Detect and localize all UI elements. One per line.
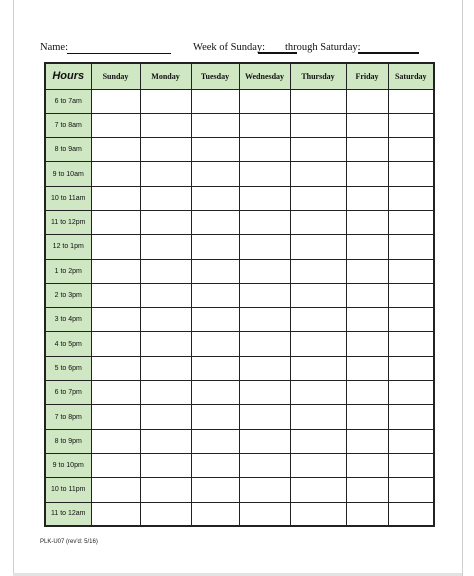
table-row [45, 283, 434, 307]
table-row [45, 502, 434, 526]
table-row [45, 162, 434, 186]
schedule-cell-thursday[interactable] [290, 162, 346, 186]
table-row [45, 478, 434, 502]
schedule-cell-saturday[interactable] [388, 332, 434, 356]
schedule-cell-wednesday[interactable] [239, 186, 290, 210]
schedule-cell-monday[interactable] [140, 308, 191, 332]
schedule-cell-monday[interactable] [140, 429, 191, 453]
through-saturday-blank-line [358, 52, 419, 54]
schedule-cell-monday[interactable] [140, 381, 191, 405]
schedule-cell-saturday[interactable] [388, 283, 434, 307]
form-header [40, 42, 460, 58]
schedule-cell-monday[interactable] [140, 478, 191, 502]
schedule-cell-wednesday[interactable] [239, 405, 290, 429]
schedule-cell-tuesday[interactable] [191, 113, 239, 137]
schedule-cell-monday[interactable] [140, 259, 191, 283]
schedule-cell-saturday[interactable] [388, 162, 434, 186]
name-blank-line [67, 53, 171, 54]
schedule-cell-friday[interactable] [346, 478, 388, 502]
schedule-cell-friday[interactable] [346, 113, 388, 137]
schedule-cell-sunday[interactable] [91, 283, 140, 307]
time-slot-label: 3 to 4pm [45, 308, 91, 332]
schedule-cell-monday[interactable] [140, 332, 191, 356]
schedule-cell-sunday[interactable] [91, 259, 140, 283]
table-row [45, 235, 434, 259]
day-header-tuesday: Tuesday [191, 63, 239, 89]
schedule-cell-saturday[interactable] [388, 381, 434, 405]
table-row [45, 89, 434, 113]
schedule-cell-sunday[interactable] [91, 429, 140, 453]
day-header-thursday: Thursday [290, 63, 346, 89]
schedule-cell-wednesday[interactable] [239, 381, 290, 405]
through-saturday-label: through Saturday: [285, 42, 361, 53]
hours-header: Hours [45, 63, 91, 89]
schedule-cell-wednesday[interactable] [239, 210, 290, 234]
schedule-cell-friday[interactable] [346, 259, 388, 283]
schedule-cell-sunday[interactable] [91, 89, 140, 113]
schedule-cell-thursday[interactable] [290, 259, 346, 283]
schedule-cell-monday[interactable] [140, 283, 191, 307]
schedule-cell-saturday[interactable] [388, 429, 434, 453]
schedule-cell-wednesday[interactable] [239, 453, 290, 477]
schedule-cell-friday[interactable] [346, 502, 388, 526]
time-slot-label: 8 to 9am [45, 138, 91, 162]
schedule-cell-wednesday[interactable] [239, 429, 290, 453]
time-slot-label: 5 to 6pm [45, 356, 91, 380]
schedule-cell-friday[interactable] [346, 356, 388, 380]
schedule-cell-wednesday[interactable] [239, 259, 290, 283]
time-slot-label: 4 to 5pm [45, 332, 91, 356]
schedule-cell-thursday[interactable] [290, 138, 346, 162]
schedule-cell-friday[interactable] [346, 308, 388, 332]
table-row [45, 381, 434, 405]
schedule-cell-tuesday[interactable] [191, 235, 239, 259]
schedule-cell-monday[interactable] [140, 210, 191, 234]
schedule-cell-sunday[interactable] [91, 186, 140, 210]
schedule-cell-saturday[interactable] [388, 235, 434, 259]
schedule-cell-thursday[interactable] [290, 308, 346, 332]
schedule-cell-wednesday[interactable] [239, 138, 290, 162]
schedule-cell-saturday[interactable] [388, 89, 434, 113]
schedule-cell-saturday[interactable] [388, 502, 434, 526]
schedule-cell-tuesday[interactable] [191, 478, 239, 502]
schedule-cell-tuesday[interactable] [191, 453, 239, 477]
time-slot-label: 6 to 7pm [45, 381, 91, 405]
schedule-cell-sunday[interactable] [91, 210, 140, 234]
schedule-cell-tuesday[interactable] [191, 381, 239, 405]
schedule-cell-sunday[interactable] [91, 381, 140, 405]
time-slot-label: 10 to 11am [45, 186, 91, 210]
schedule-cell-sunday[interactable] [91, 356, 140, 380]
time-slot-label: 10 to 11pm [45, 478, 91, 502]
schedule-cell-wednesday[interactable] [239, 113, 290, 137]
schedule-cell-friday[interactable] [346, 405, 388, 429]
schedule-cell-sunday[interactable] [91, 308, 140, 332]
schedule-cell-monday[interactable] [140, 186, 191, 210]
schedule-cell-tuesday[interactable] [191, 162, 239, 186]
schedule-cell-friday[interactable] [346, 283, 388, 307]
schedule-cell-tuesday[interactable] [191, 210, 239, 234]
schedule-cell-tuesday[interactable] [191, 356, 239, 380]
table-row [45, 308, 434, 332]
day-header-wednesday: Wednesday [239, 63, 290, 89]
schedule-cell-friday[interactable] [346, 186, 388, 210]
table-row [45, 138, 434, 162]
weekly-schedule-table [44, 62, 435, 527]
schedule-cell-thursday[interactable] [290, 89, 346, 113]
table-row [45, 405, 434, 429]
table-row [45, 332, 434, 356]
schedule-cell-friday[interactable] [346, 138, 388, 162]
schedule-cell-thursday[interactable] [290, 381, 346, 405]
schedule-cell-friday[interactable] [346, 429, 388, 453]
schedule-cell-sunday[interactable] [91, 478, 140, 502]
schedule-cell-saturday[interactable] [388, 478, 434, 502]
schedule-cell-wednesday[interactable] [239, 283, 290, 307]
schedule-cell-sunday[interactable] [91, 138, 140, 162]
time-slot-label: 12 to 1pm [45, 235, 91, 259]
schedule-cell-tuesday[interactable] [191, 259, 239, 283]
schedule-cell-friday[interactable] [346, 162, 388, 186]
schedule-cell-monday[interactable] [140, 113, 191, 137]
schedule-cell-monday[interactable] [140, 453, 191, 477]
schedule-cell-saturday[interactable] [388, 186, 434, 210]
schedule-cell-sunday[interactable] [91, 113, 140, 137]
schedule-cell-thursday[interactable] [290, 235, 346, 259]
table-row [45, 113, 434, 137]
day-header-friday: Friday [346, 63, 388, 89]
schedule-cell-thursday[interactable] [290, 332, 346, 356]
schedule-cell-monday[interactable] [140, 235, 191, 259]
table-row [45, 259, 434, 283]
schedule-cell-saturday[interactable] [388, 308, 434, 332]
schedule-cell-thursday[interactable] [290, 356, 346, 380]
schedule-cell-sunday[interactable] [91, 332, 140, 356]
schedule-cell-wednesday[interactable] [239, 478, 290, 502]
schedule-cell-sunday[interactable] [91, 502, 140, 526]
schedule-cell-tuesday[interactable] [191, 502, 239, 526]
schedule-cell-sunday[interactable] [91, 235, 140, 259]
table-row [45, 356, 434, 380]
schedule-cell-wednesday[interactable] [239, 162, 290, 186]
schedule-cell-monday[interactable] [140, 138, 191, 162]
schedule-cell-saturday[interactable] [388, 453, 434, 477]
schedule-cell-thursday[interactable] [290, 453, 346, 477]
schedule-cell-sunday[interactable] [91, 162, 140, 186]
table-header-row [45, 63, 434, 89]
schedule-cell-sunday[interactable] [91, 453, 140, 477]
schedule-cell-saturday[interactable] [388, 210, 434, 234]
schedule-cell-friday[interactable] [346, 235, 388, 259]
schedule-cell-tuesday[interactable] [191, 332, 239, 356]
schedule-cell-saturday[interactable] [388, 356, 434, 380]
time-slot-label: 2 to 3pm [45, 283, 91, 307]
day-header-monday: Monday [140, 63, 191, 89]
schedule-cell-saturday[interactable] [388, 138, 434, 162]
schedule-cell-thursday[interactable] [290, 186, 346, 210]
time-slot-label: 8 to 9pm [45, 429, 91, 453]
time-slot-label: 6 to 7am [45, 89, 91, 113]
schedule-cell-monday[interactable] [140, 405, 191, 429]
schedule-cell-monday[interactable] [140, 356, 191, 380]
schedule-cell-saturday[interactable] [388, 405, 434, 429]
day-header-saturday: Saturday [388, 63, 434, 89]
day-header-sunday: Sunday [91, 63, 140, 89]
schedule-cell-thursday[interactable] [290, 283, 346, 307]
schedule-cell-thursday[interactable] [290, 478, 346, 502]
schedule-cell-thursday[interactable] [290, 502, 346, 526]
schedule-cell-saturday[interactable] [388, 259, 434, 283]
schedule-cell-sunday[interactable] [91, 405, 140, 429]
schedule-cell-wednesday[interactable] [239, 308, 290, 332]
schedule-cell-tuesday[interactable] [191, 186, 239, 210]
schedule-cell-monday[interactable] [140, 502, 191, 526]
schedule-cell-tuesday[interactable] [191, 283, 239, 307]
week-of-sunday-label: Week of Sunday: [193, 42, 266, 53]
schedule-cell-friday[interactable] [346, 89, 388, 113]
schedule-cell-saturday[interactable] [388, 113, 434, 137]
schedule-cell-tuesday[interactable] [191, 308, 239, 332]
time-slot-label: 7 to 8am [45, 113, 91, 137]
schedule-cell-thursday[interactable] [290, 113, 346, 137]
schedule-cell-wednesday[interactable] [239, 235, 290, 259]
schedule-cell-monday[interactable] [140, 89, 191, 113]
table-row [45, 429, 434, 453]
schedule-cell-wednesday[interactable] [239, 502, 290, 526]
schedule-cell-thursday[interactable] [290, 210, 346, 234]
table-row [45, 186, 434, 210]
schedule-cell-wednesday[interactable] [239, 356, 290, 380]
time-slot-label: 11 to 12pm [45, 210, 91, 234]
name-label: Name: [40, 42, 68, 53]
schedule-cell-tuesday[interactable] [191, 405, 239, 429]
time-slot-label: 7 to 8pm [45, 405, 91, 429]
time-slot-label: 9 to 10pm [45, 453, 91, 477]
schedule-cell-tuesday[interactable] [191, 138, 239, 162]
schedule-cell-wednesday[interactable] [239, 332, 290, 356]
schedule-cell-friday[interactable] [346, 332, 388, 356]
table-row [45, 453, 434, 477]
table-row [45, 210, 434, 234]
schedule-cell-thursday[interactable] [290, 429, 346, 453]
form-code: PLK-U07 (rev'd: 5/16) [40, 539, 98, 545]
schedule-cell-wednesday[interactable] [239, 89, 290, 113]
schedule-cell-friday[interactable] [346, 453, 388, 477]
schedule-cell-thursday[interactable] [290, 405, 346, 429]
schedule-cell-tuesday[interactable] [191, 429, 239, 453]
time-slot-label: 1 to 2pm [45, 259, 91, 283]
schedule-cell-friday[interactable] [346, 210, 388, 234]
schedule-body [45, 89, 434, 526]
schedule-cell-friday[interactable] [346, 381, 388, 405]
schedule-cell-monday[interactable] [140, 162, 191, 186]
schedule-cell-tuesday[interactable] [191, 89, 239, 113]
time-slot-label: 9 to 10am [45, 162, 91, 186]
time-slot-label: 11 to 12am [45, 502, 91, 526]
